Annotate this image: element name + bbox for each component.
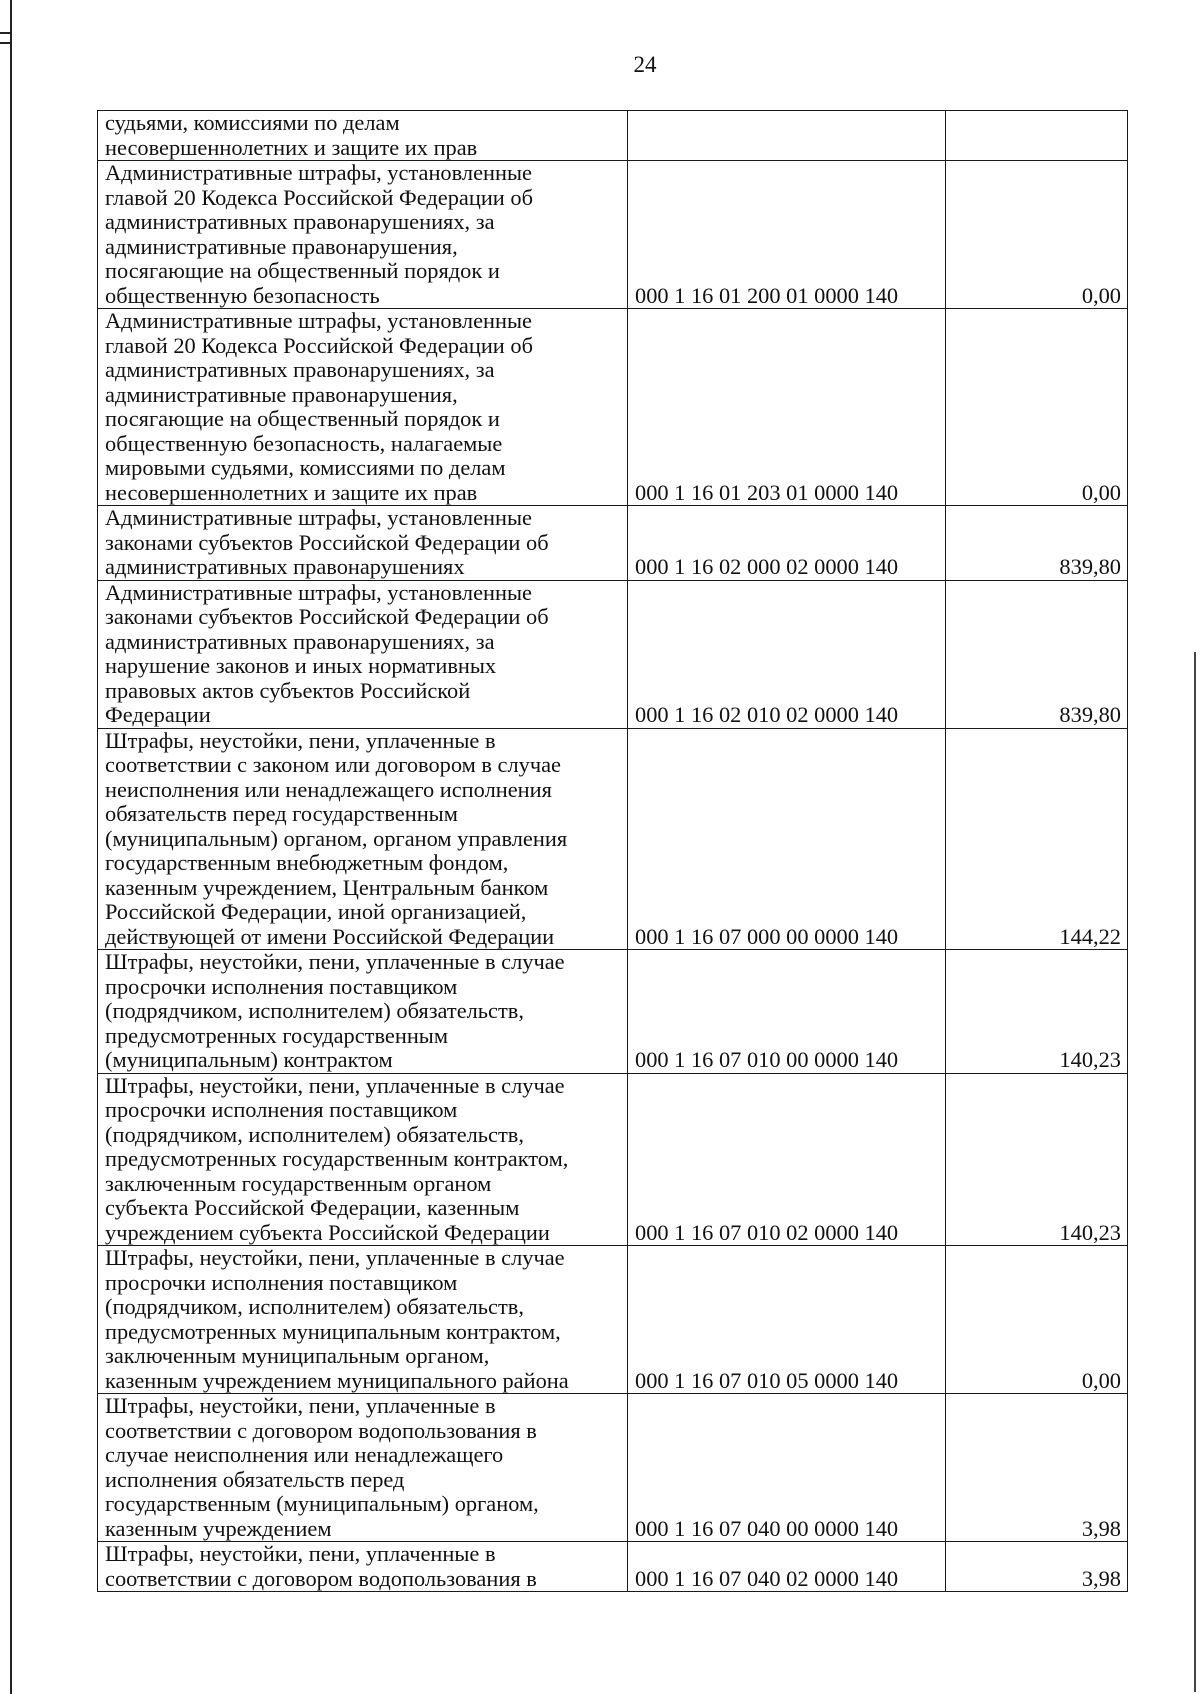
amount-cell: 0,00 bbox=[946, 1246, 1128, 1394]
budget-code-cell: 000 1 16 02 010 02 0000 140 bbox=[628, 580, 946, 728]
budget-code-cell: 000 1 16 01 200 01 0000 140 bbox=[628, 161, 946, 309]
scan-border-mark bbox=[0, 32, 10, 44]
table-row bbox=[98, 1246, 1128, 1394]
revenue-name-cell: Административные штрафы, установленные главой 20 Кодекса Российской Федерации об административных правонарушениях, за административные правонарушения, посягающие на общественный порядок и общественную безопасность, налагаемые мировыми судьями, комиссиями по делам несовершеннолетних и защите их прав bbox=[98, 309, 628, 506]
table-row bbox=[98, 1542, 1128, 1592]
budget-revenue-table bbox=[97, 110, 1128, 1592]
amount-cell: 3,98 bbox=[946, 1394, 1128, 1542]
amount-cell: 140,23 bbox=[946, 950, 1128, 1074]
budget-code-cell bbox=[628, 111, 946, 161]
amount-cell: 0,00 bbox=[946, 309, 1128, 506]
budget-code-cell: 000 1 16 07 000 00 0000 140 bbox=[628, 728, 946, 950]
revenue-name-cell: Штрафы, неустойки, пени, уплаченные в соответствии с договором водопользования в bbox=[98, 1542, 628, 1592]
table-row bbox=[98, 506, 1128, 581]
revenue-name-cell: Административные штрафы, установленные законами субъектов Российской Федерации об административных правонарушениях, за нарушение законов и иных нормативных правовых актов субъектов Российской Федерации bbox=[98, 580, 628, 728]
budget-code-cell: 000 1 16 07 040 00 0000 140 bbox=[628, 1394, 946, 1542]
revenue-name-cell: Штрафы, неустойки, пени, уплаченные в случае просрочки исполнения поставщиком (подрядчиком, исполнителем) обязательств, предусмотренных муниципальным контрактом, заключенным муниципальным органом, казенным учреждением муниципального района bbox=[98, 1246, 628, 1394]
amount-cell bbox=[946, 111, 1128, 161]
revenue-name-cell: Штрафы, неустойки, пени, уплаченные в случае просрочки исполнения поставщиком (подрядчиком, исполнителем) обязательств, предусмотренных государственным контрактом, заключенным государственным органом субъекта Российской Федерации, казенным учреждением субъекта Российской Федерации bbox=[98, 1073, 628, 1246]
scan-border-left bbox=[0, 0, 12, 1694]
revenue-name-cell: Административные штрафы, установленные главой 20 Кодекса Российской Федерации об административных правонарушениях, за административные правонарушения, посягающие на общественный порядок и общественную безопасность bbox=[98, 161, 628, 309]
table-row bbox=[98, 728, 1128, 950]
amount-cell: 3,98 bbox=[946, 1542, 1128, 1592]
page-number: 24 bbox=[633, 52, 657, 77]
budget-table-body bbox=[98, 111, 1128, 1592]
table-row bbox=[98, 1394, 1128, 1542]
amount-cell: 140,23 bbox=[946, 1073, 1128, 1246]
table-row bbox=[98, 1073, 1128, 1246]
amount-cell: 0,00 bbox=[946, 161, 1128, 309]
table-row bbox=[98, 161, 1128, 309]
revenue-name-cell: Штрафы, неустойки, пени, уплаченные в соответствии с законом или договором в случае неисполнения или ненадлежащего исполнения обязательств перед государственным (муниципальным) органом, органом управления государственным внебюджетным фондом, казенным учреждением, Центральным банком Российской Федерации, иной организацией, действующей от имени Российской Федерации bbox=[98, 728, 628, 950]
revenue-name-cell: Штрафы, неустойки, пени, уплаченные в случае просрочки исполнения поставщиком (подрядчиком, исполнителем) обязательств, предусмотренных государственным (муниципальным) контрактом bbox=[98, 950, 628, 1074]
budget-code-cell: 000 1 16 07 010 02 0000 140 bbox=[628, 1073, 946, 1246]
amount-cell: 144,22 bbox=[946, 728, 1128, 950]
amount-cell: 839,80 bbox=[946, 506, 1128, 581]
table-row bbox=[98, 111, 1128, 161]
budget-code-cell: 000 1 16 02 000 02 0000 140 bbox=[628, 506, 946, 581]
budget-code-cell: 000 1 16 07 010 00 0000 140 bbox=[628, 950, 946, 1074]
revenue-name-cell: Административные штрафы, установленные законами субъектов Российской Федерации об административных правонарушениях bbox=[98, 506, 628, 581]
table-row bbox=[98, 950, 1128, 1074]
amount-cell: 839,80 bbox=[946, 580, 1128, 728]
table-row bbox=[98, 309, 1128, 506]
scan-border-right bbox=[1194, 652, 1196, 1692]
budget-code-cell: 000 1 16 07 040 02 0000 140 bbox=[628, 1542, 946, 1592]
revenue-name-cell: судьями, комиссиями по делам несовершеннолетних и защите их прав bbox=[98, 111, 628, 161]
budget-code-cell: 000 1 16 07 010 05 0000 140 bbox=[628, 1246, 946, 1394]
table-row bbox=[98, 580, 1128, 728]
revenue-name-cell: Штрафы, неустойки, пени, уплаченные в соответствии с договором водопользования в случае неисполнения или ненадлежащего исполнения обязательств перед государственным (муниципальным) органом, казенным учреждением bbox=[98, 1394, 628, 1542]
budget-code-cell: 000 1 16 01 203 01 0000 140 bbox=[628, 309, 946, 506]
